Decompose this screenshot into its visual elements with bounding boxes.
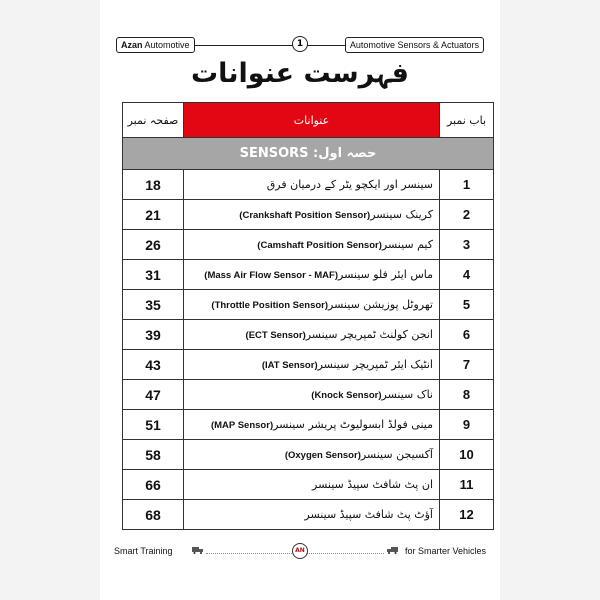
toc-row (123, 200, 494, 230)
page-number-cell: 68 (123, 500, 184, 530)
logo-icon: AN (292, 543, 308, 559)
chapter-title-urdu: کرینک سینسر (370, 208, 433, 221)
chapter-title-urdu: ان پٹ شافٹ سپیڈ سینسر (312, 478, 433, 491)
chapter-title-cell (184, 500, 440, 530)
chapter-title-english: (Oxygen Sensor) (284, 450, 361, 461)
chapter-title-english: (Throttle Position Sensor) (211, 300, 329, 311)
chapter-title-cell (184, 440, 440, 470)
chapter-title-cell (184, 230, 440, 260)
toc-row (123, 380, 494, 410)
brand-bold: Azan (121, 40, 143, 50)
toc-row (123, 350, 494, 380)
chapter-number-cell: 5 (440, 290, 494, 320)
toc-row (123, 500, 494, 530)
book-title: Automotive Sensors & Actuators (345, 37, 484, 53)
page-number-cell: 39 (123, 320, 184, 350)
footer-right-text: for Smarter Vehicles (404, 546, 486, 556)
page-number-cell: 21 (123, 200, 184, 230)
toc-row (123, 260, 494, 290)
chapter-title-urdu: آکسیجن سینسر (360, 448, 433, 461)
chapter-number-cell: 8 (440, 380, 494, 410)
truck-icon (386, 546, 398, 554)
page-header (116, 37, 484, 53)
chapter-number-cell: 3 (440, 230, 494, 260)
chapter-title-english: (Crankshaft Position Sensor) (239, 210, 371, 221)
brand-label (116, 37, 195, 53)
toc-header-row (123, 103, 494, 138)
chapter-title-urdu: انجن کولنٹ ٹمپریچر سینسر (305, 328, 433, 341)
page-number-cell: 31 (123, 260, 184, 290)
footer-left-text: Smart Training (114, 546, 173, 556)
page-title: فہرست عنوانات (191, 58, 409, 89)
chapter-number-cell: 4 (440, 260, 494, 290)
chapter-title-english: (Camshaft Position Sensor) (257, 240, 382, 251)
toc-row (123, 230, 494, 260)
chapter-title-english: (Mass Air Flow Sensor - MAF) (204, 270, 338, 281)
chapter-title-urdu: کیم سینسر (381, 238, 433, 251)
chapter-number-cell: 6 (440, 320, 494, 350)
chapter-title-urdu: مینی فولڈ ابسولیوٹ پریشر سینسر (273, 418, 433, 431)
toc-row (123, 470, 494, 500)
chapter-title-english: (ECT Sensor) (245, 330, 306, 341)
page-number-cell: 58 (123, 440, 184, 470)
chapter-title-english: (Knock Sensor) (311, 390, 382, 401)
chapter-title-cell (184, 380, 440, 410)
chapter-number-cell: 2 (440, 200, 494, 230)
toc-row (123, 440, 494, 470)
chapter-title-urdu: ماس ایئر فلو سینسر (338, 268, 433, 281)
section-label: حصہ اول: SENSORS (123, 138, 494, 170)
toc-row (123, 320, 494, 350)
page-number-cell: 18 (123, 170, 184, 200)
col-title-header: عنوانات (184, 103, 440, 138)
chapter-number-cell: 10 (440, 440, 494, 470)
chapter-title-cell (184, 260, 440, 290)
page-number-cell: 35 (123, 290, 184, 320)
chapter-number-cell: 9 (440, 410, 494, 440)
page-number-cell: 66 (123, 470, 184, 500)
chapter-title-english: (MAP Sensor) (210, 420, 274, 431)
chapter-number-cell: 12 (440, 500, 494, 530)
chapter-title-urdu: انٹیک ایئر ٹمپریچر سینسر (317, 358, 433, 371)
toc-row (123, 170, 494, 200)
chapter-title-urdu: ناک سینسر (381, 388, 433, 401)
document-page (100, 0, 500, 600)
page-number-cell: 26 (123, 230, 184, 260)
page-number-cell: 43 (123, 350, 184, 380)
chapter-title-cell (184, 170, 440, 200)
chapter-title-cell (184, 290, 440, 320)
chapter-title-cell (184, 200, 440, 230)
brand-rest: Automotive (142, 40, 190, 50)
col-chapter-header: باب نمبر (440, 103, 494, 138)
chapter-number-cell: 11 (440, 470, 494, 500)
chapter-title-urdu: آؤٹ پٹ شافٹ سپیڈ سینسر (304, 508, 433, 521)
section-row (123, 138, 494, 170)
chapter-number-cell: 7 (440, 350, 494, 380)
col-page-header: صفحہ نمبر (123, 103, 184, 138)
page-number-cell: 47 (123, 380, 184, 410)
chapter-number-cell: 1 (440, 170, 494, 200)
page-number-cell: 51 (123, 410, 184, 440)
chapter-title-urdu: سینسر اور ایکچو یٹر کے درمیان فرق (266, 178, 433, 191)
toc-row (123, 290, 494, 320)
chapter-title-cell (184, 350, 440, 380)
chapter-title-urdu: تھروٹل پوزیشن سینسر (328, 298, 433, 311)
chapter-title-cell (184, 470, 440, 500)
toc-row (123, 410, 494, 440)
chapter-title-english: (IAT Sensor) (261, 360, 318, 371)
toc-table (122, 102, 494, 530)
chapter-title-cell (184, 410, 440, 440)
truck-icon (192, 546, 204, 554)
chapter-title-cell (184, 320, 440, 350)
page-number: 1 (292, 36, 308, 52)
page-footer (114, 543, 486, 561)
